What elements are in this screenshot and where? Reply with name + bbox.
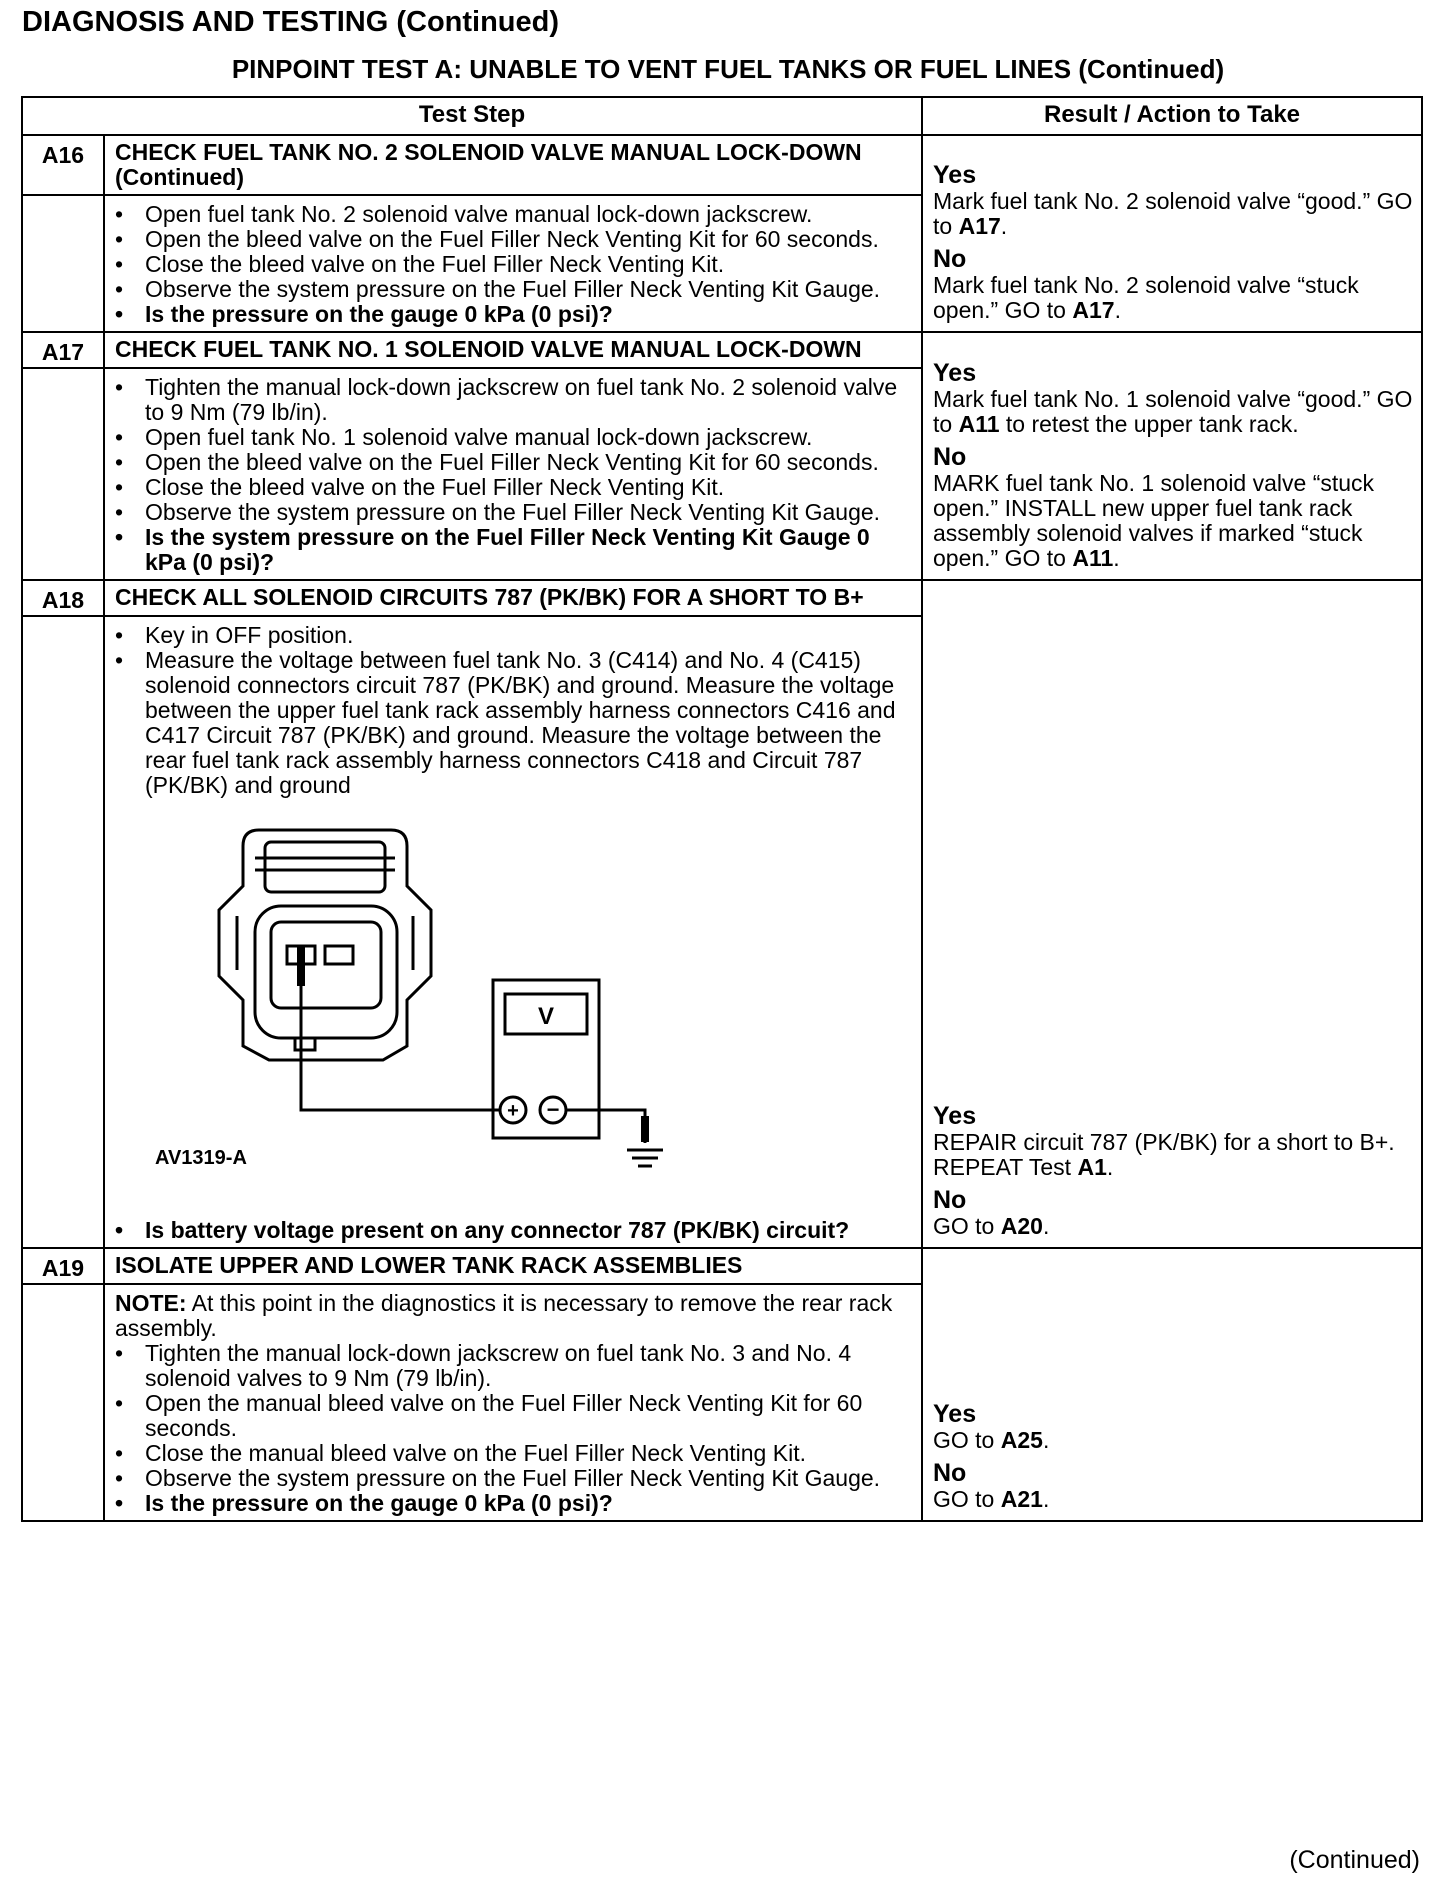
step-item: • Open fuel tank No. 1 solenoid valve manual lock-down jackscrew.: [115, 425, 911, 450]
step-item: • Close the bleed valve on the Fuel Filler Neck Venting Kit.: [115, 252, 911, 277]
step-heading: CHECK ALL SOLENOID CIRCUITS 787 (PK/BK) FOR A SHORT TO B+: [104, 580, 922, 616]
voltmeter-figure: [115, 798, 911, 1218]
step-item: • Key in OFF position.: [115, 623, 911, 648]
pinpoint-test-table: [21, 96, 1423, 1522]
ground-symbol: [627, 1150, 663, 1166]
no-action: GO to A20.: [933, 1213, 1050, 1239]
step-question: • Is battery voltage present on any connector 787 (PK/BK) circuit?: [115, 1218, 911, 1243]
yes-label: Yes: [933, 1102, 977, 1130]
yes-action: GO to A25.: [933, 1427, 1050, 1453]
step-item: • Tighten the manual lock-down jackscrew on fuel tank No. 3 and No. 4 solenoid valves to 9 Nm (79 lb/in).: [115, 1341, 911, 1391]
positive-lead: [301, 962, 500, 1110]
step-item: • Open the bleed valve on the Fuel Filler Neck Venting Kit for 60 seconds.: [115, 450, 911, 475]
step-number: A19: [22, 1248, 104, 1284]
step-row-a17: [22, 332, 1422, 368]
step-item: • Open the bleed valve on the Fuel Filler Neck Venting Kit for 60 seconds.: [115, 227, 911, 252]
step-list: [115, 1341, 911, 1516]
step-number: A18: [22, 580, 104, 616]
no-label: No: [933, 443, 967, 471]
step-number: A17: [22, 332, 104, 368]
no-action: MARK fuel tank No. 1 solenoid valve “stuck open.” INSTALL new upper fuel tank rack assembly solenoid valves if marked “stuck open.” GO to A11.: [933, 470, 1375, 571]
step-list: [115, 1218, 911, 1243]
no-label: No: [933, 1459, 967, 1487]
step-body: [104, 368, 922, 580]
continued-label: (Continued): [1289, 1846, 1420, 1874]
step-list: [115, 202, 911, 327]
step-row-a18: [22, 580, 1422, 616]
step-item: • Observe the system pressure on the Fuel Filler Neck Venting Kit Gauge.: [115, 277, 911, 302]
result-cell: [922, 332, 1422, 580]
result-cell: [922, 580, 1422, 1248]
connector-latch: [255, 858, 395, 870]
yes-label: Yes: [933, 359, 977, 387]
yes-label: Yes: [933, 161, 977, 189]
step-list: [115, 375, 911, 575]
step-question: • Is the pressure on the gauge 0 kPa (0 psi)?: [115, 1491, 911, 1516]
yes-action: REPAIR circuit 787 (PK/BK) for a short to B+. REPEAT Test A1.: [933, 1129, 1395, 1180]
step-heading: ISOLATE UPPER AND LOWER TANK RACK ASSEMBLIES: [104, 1248, 922, 1284]
test-title: PINPOINT TEST A: UNABLE TO VENT FUEL TANKS OR FUEL LINES (Continued): [231, 54, 1225, 84]
probe-tip: [297, 946, 305, 986]
step-list: [115, 623, 911, 798]
step-item: • Close the bleed valve on the Fuel Filler Neck Venting Kit.: [115, 475, 911, 500]
no-action: Mark fuel tank No. 2 solenoid valve “stuck open.” GO to A17.: [933, 272, 1359, 323]
step-row-a16: [22, 135, 1422, 195]
table-header-row: [22, 97, 1422, 135]
connector-lock-tab: [265, 842, 385, 892]
step-item: • Observe the system pressure on the Fuel Filler Neck Venting Kit Gauge.: [115, 1466, 911, 1491]
step-number: A16: [22, 135, 104, 195]
connector-face: [255, 906, 397, 1038]
no-action: GO to A21.: [933, 1486, 1050, 1512]
yes-label: Yes: [933, 1400, 977, 1428]
note: NOTE: At this point in the diagnostics it is necessary to remove the rear rack assembly.: [115, 1290, 893, 1341]
figure-label: AV1319-A: [155, 1147, 247, 1169]
step-body: [104, 195, 922, 332]
step-item: • Tighten the manual lock-down jackscrew on fuel tank No. 2 solenoid valve to 9 Nm (79 lb/in).: [115, 375, 911, 425]
no-label: No: [933, 1186, 967, 1214]
step-item: • Observe the system pressure on the Fuel Filler Neck Venting Kit Gauge.: [115, 500, 911, 525]
result-cell: [922, 135, 1422, 332]
step-heading: CHECK FUEL TANK NO. 2 SOLENOID VALVE MANUAL LOCK-DOWN (Continued): [104, 135, 922, 195]
step-body: [104, 1284, 922, 1521]
header-test-step: Test Step: [22, 97, 922, 135]
svg-text:+: +: [507, 1100, 519, 1122]
step-question: • Is the system pressure on the Fuel Filler Neck Venting Kit Gauge 0 kPa (0 psi)?: [115, 525, 911, 575]
step-heading: CHECK FUEL TANK NO. 1 SOLENOID VALVE MANUAL LOCK-DOWN: [104, 332, 922, 368]
step-item: • Measure the voltage between fuel tank No. 3 (C414) and No. 4 (C415) solenoid connectors circuit 787 (PK/BK) and ground. Measure the voltage between the upper fuel tank rack assembly harness connectors C416 and C417 Circuit 787 (PK/BK) and ground. Measure the voltage between the rear fuel tank rack assembly harness connectors C418 and Circuit 787 (PK/BK) and ground: [115, 648, 911, 798]
result-cell: [922, 1248, 1422, 1521]
step-question: • Is the pressure on the gauge 0 kPa (0 psi)?: [115, 302, 911, 327]
no-label: No: [933, 245, 967, 273]
step-item: • Open the manual bleed valve on the Fuel Filler Neck Venting Kit for 60 seconds.: [115, 1391, 911, 1441]
header-result: Result / Action to Take: [922, 97, 1422, 135]
yes-action: Mark fuel tank No. 2 solenoid valve “good.” GO to A17.: [933, 188, 1413, 239]
terminal-2: [325, 946, 353, 964]
yes-action: Mark fuel tank No. 1 solenoid valve “good.” GO to A11 to retest the upper tank rack.: [933, 386, 1413, 437]
meter-label: V: [537, 1003, 555, 1030]
step-item: • Close the manual bleed valve on the Fuel Filler Neck Venting Kit.: [115, 1441, 911, 1466]
step-body: [104, 616, 922, 1248]
step-item: • Open fuel tank No. 2 solenoid valve manual lock-down jackscrew.: [115, 202, 911, 227]
page-title: DIAGNOSIS AND TESTING (Continued): [22, 6, 560, 38]
svg-text:−: −: [546, 1097, 560, 1122]
step-row-a19: [22, 1248, 1422, 1284]
